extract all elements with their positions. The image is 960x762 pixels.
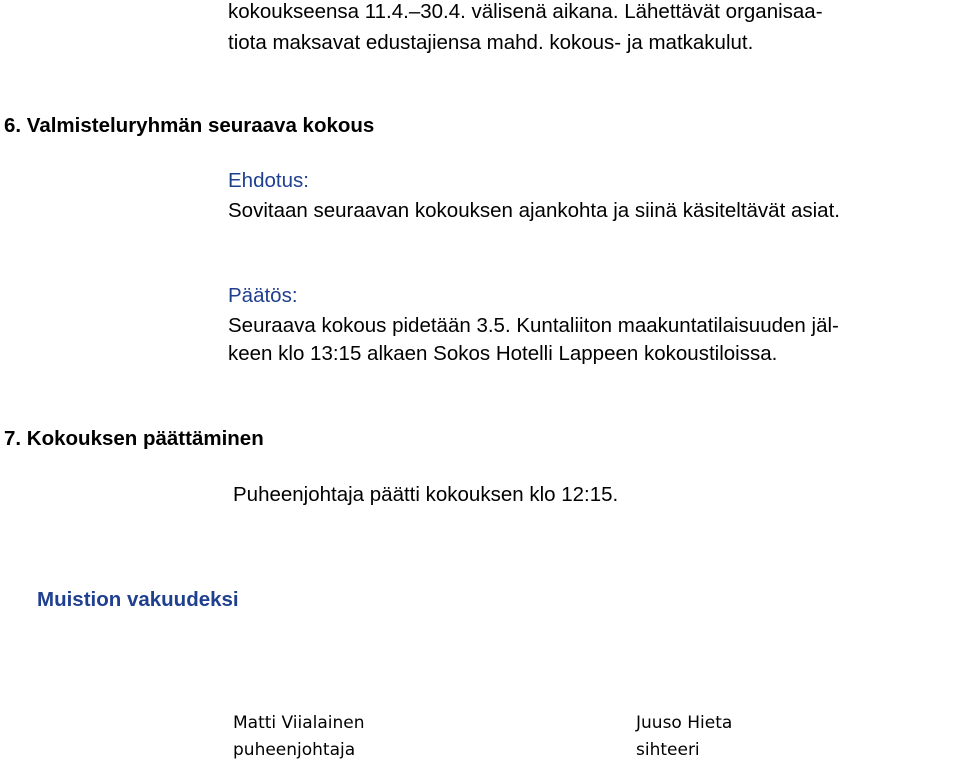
decision-text-line-2: keen klo 13:15 alkaen Sokos Hotelli Lappeen kokoustiloissa.: [228, 342, 778, 365]
proposal-text: Sovitaan seuraavan kokouksen ajankohta ja siinä käsiteltävät asiat.: [228, 199, 840, 222]
closing-text: Puheenjohtaja päätti kokouksen klo 12:15.: [233, 483, 619, 506]
signature-name: Matti Viialainen: [233, 713, 365, 733]
intro-line-2: tiota maksavat edustajiensa mahd. kokous- ja matkakulut.: [228, 31, 754, 54]
section-7-heading: 7. Kokouksen päättäminen: [4, 427, 264, 450]
certification-heading: Muistion vakuudeksi: [37, 588, 239, 611]
intro-line-1: kokoukseensa 11.4.–30.4. välisenä aikana. Lähettävät organisaa-: [228, 0, 823, 23]
signature-name: Juuso Hieta: [636, 713, 733, 733]
signature-role: puheenjohtaja: [233, 740, 356, 760]
decision-label: Päätös:: [228, 284, 298, 307]
signature-role: sihteeri: [636, 740, 700, 760]
proposal-label: Ehdotus:: [228, 169, 309, 192]
decision-text-line-1: Seuraava kokous pidetään 3.5. Kuntaliiton maakuntatilaisuuden jäl-: [228, 314, 839, 337]
section-6-heading: 6. Valmisteluryhmän seuraava kokous: [4, 114, 375, 137]
